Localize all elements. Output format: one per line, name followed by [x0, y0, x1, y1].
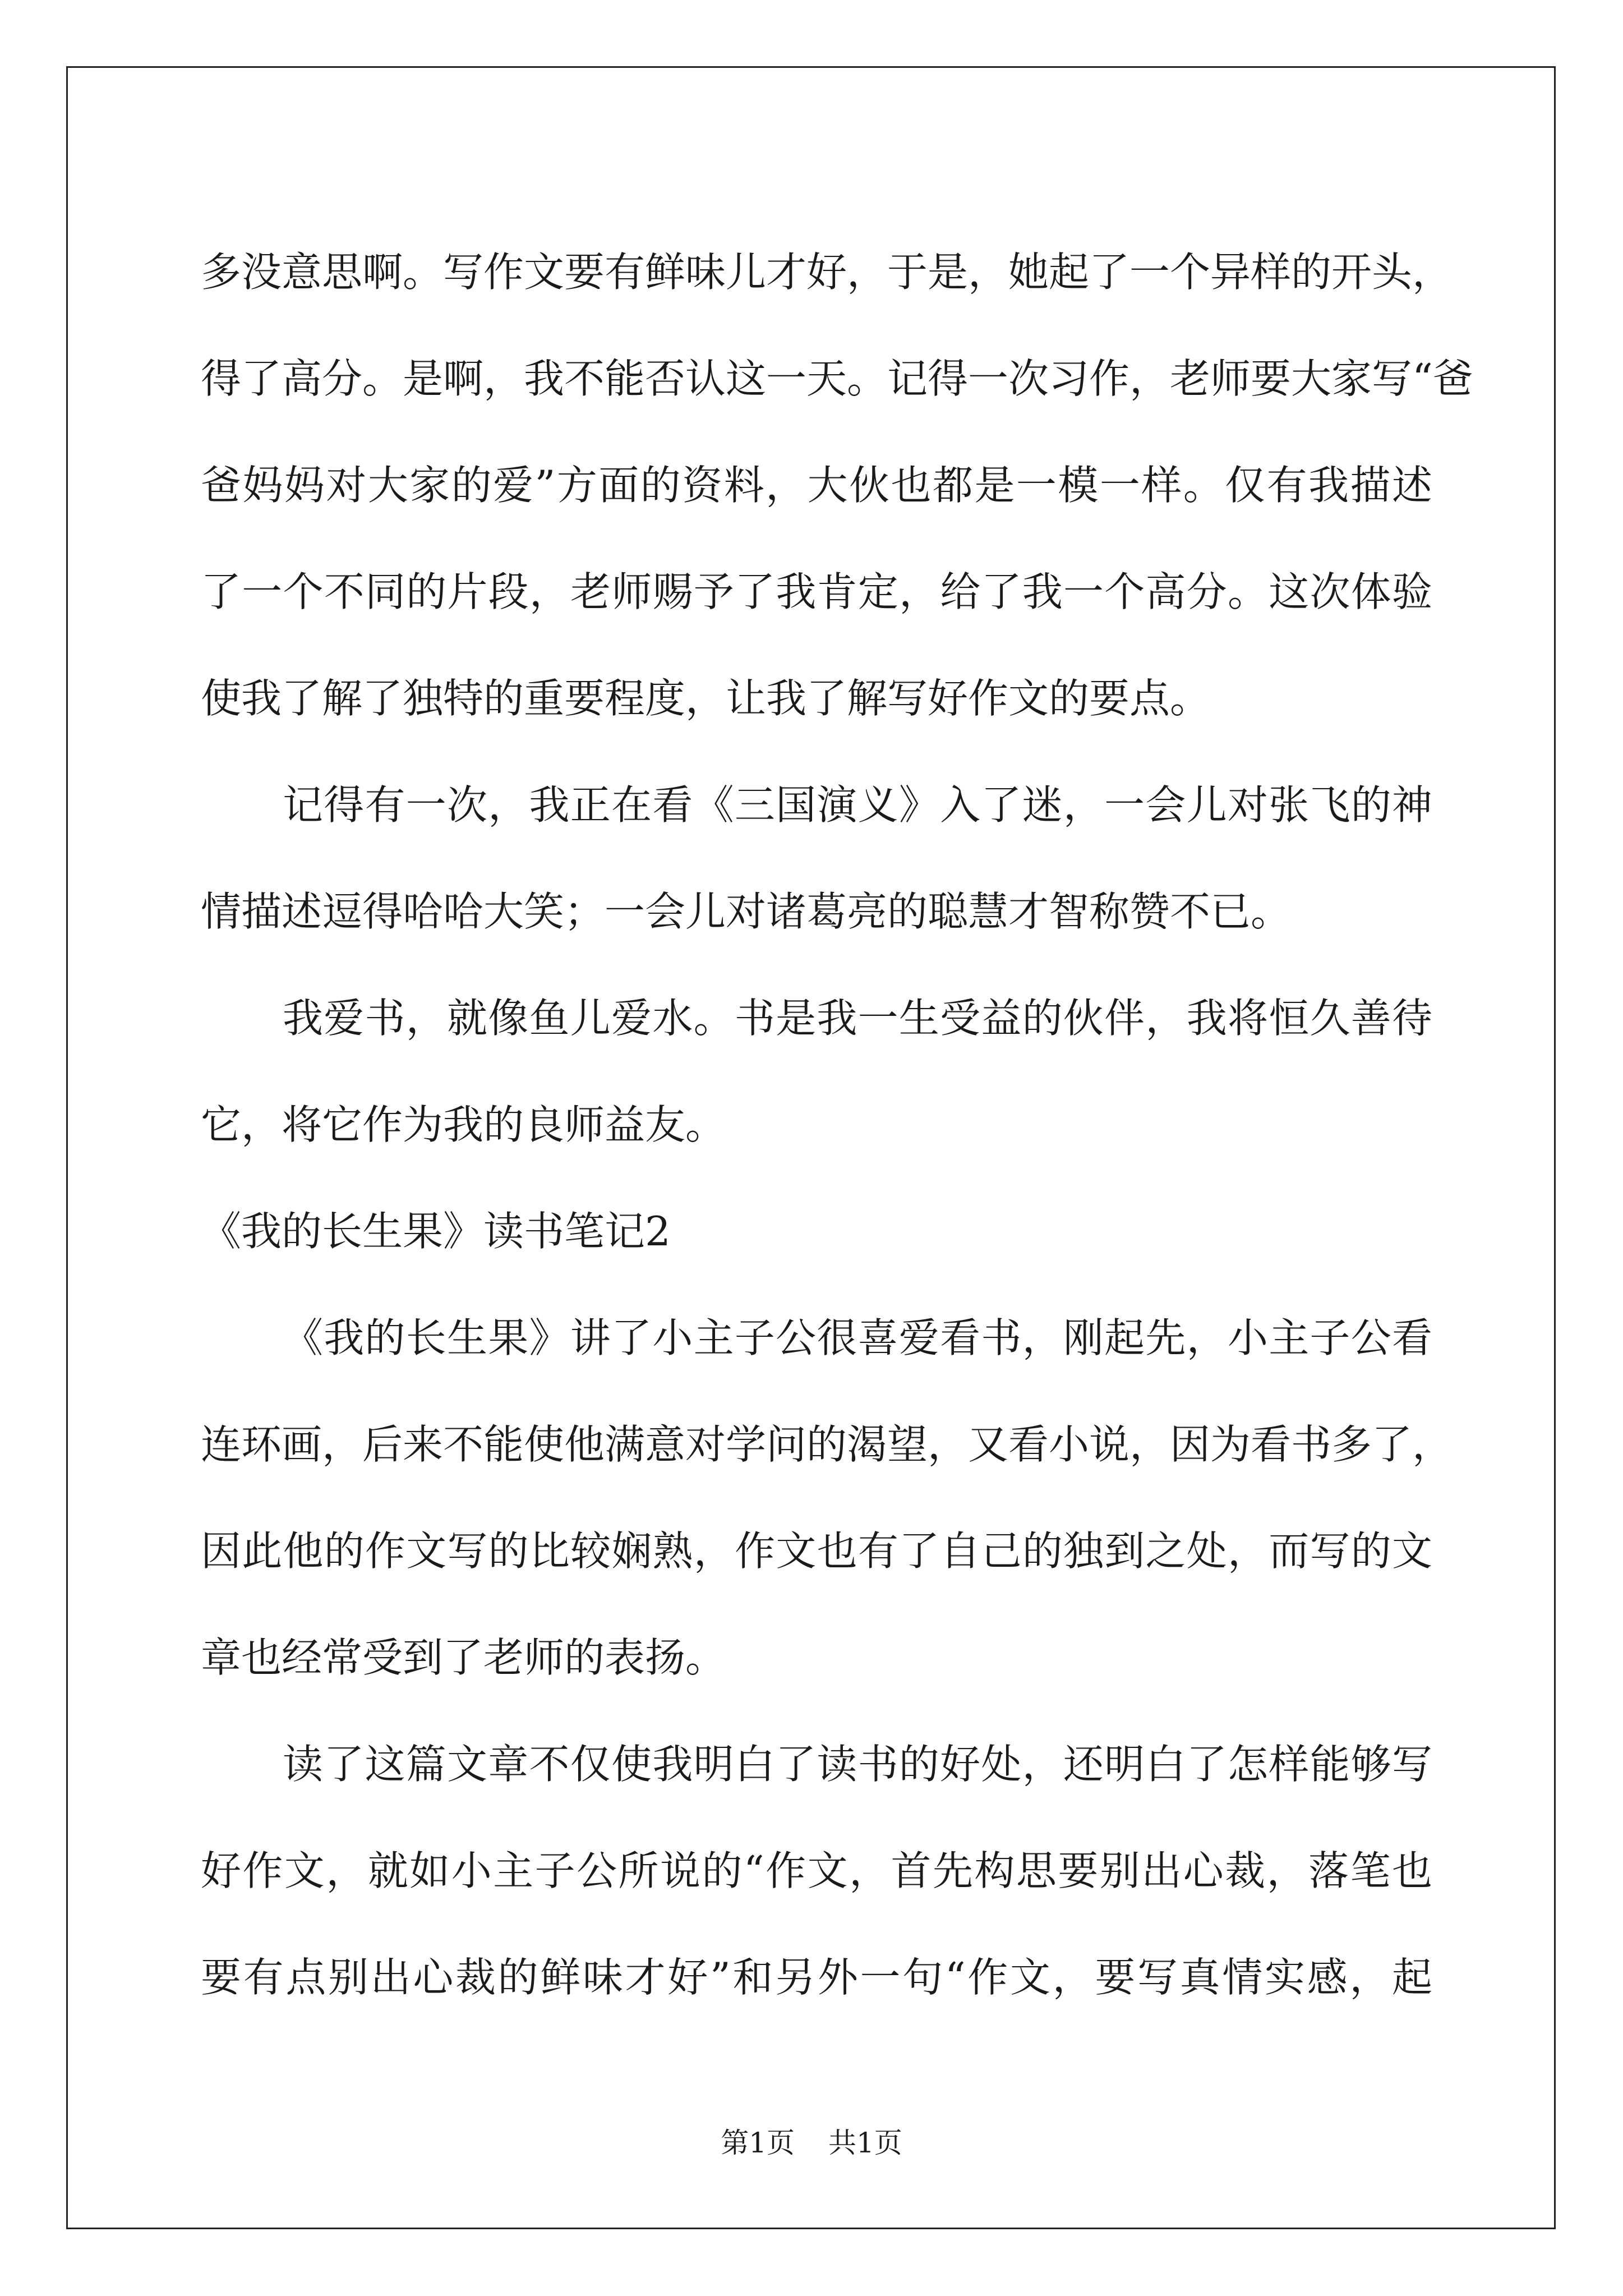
text-line: 了一个不同的片段，老师赐予了我肯定，给了我一个高分。这次体验 [201, 568, 1432, 615]
text-line: 爸妈妈对大家的爱”方面的资料，大伙也都是一模一样。仅有我描述 [201, 462, 1432, 509]
document-body [201, 219, 1473, 2031]
text-line: 好作文，就如小主子公所说的“作文，首先构思要别出心裁，落笔也 [201, 1847, 1432, 1894]
page-footer [0, 2126, 1623, 2160]
text-line: 它，将它作为我的良师益友。 [201, 1101, 726, 1148]
text-line: 因此他的作文写的比较娴熟，作文也有了自己的独到之处，而写的文 [201, 1527, 1432, 1575]
text-line: 使我了解了独特的重要程度，让我了解写好作文的要点。 [201, 675, 1211, 722]
text-line: 《我的长生果》讲了小主子公很喜爱看书，刚起先，小主子公看 [283, 1314, 1432, 1361]
text-line: 多没意思啊。写作文要有鲜味儿才好，于是，她起了一个异样的开头， [201, 249, 1453, 296]
text-line: 得了高分。是啊，我不能否认这一天。记得一次习作，老师要大家写“爸 [201, 355, 1473, 402]
text-line: 读了这篇文章不仅使我明白了读书的好处，还明白了怎样能够写 [283, 1741, 1432, 1788]
text-line: 章也经常受到了老师的表扬。 [201, 1634, 726, 1681]
text-line: 情描述逗得哈哈大笑；一会儿对诸葛亮的聪慧才智称赞不已。 [201, 888, 1292, 935]
text-line: 记得有一次，我正在看《三国演义》入了迷，一会儿对张飞的神 [283, 781, 1432, 829]
section-heading: 《我的长生果》读书笔记2 [201, 1208, 671, 1255]
text-line: 我爱书，就像鱼儿爱水。书是我一生受益的伙伴，我将恒久善待 [283, 995, 1432, 1042]
page-number-total: 共1页 [828, 2127, 902, 2159]
text-line: 连环画，后来不能使他满意对学问的渴望，又看小说，因为看书多了， [201, 1421, 1453, 1468]
page-number-current: 第1页 [721, 2127, 795, 2159]
text-line: 要有点别出心裁的鲜味才好”和另外一句“作文，要写真情实感，起 [201, 1954, 1432, 2001]
